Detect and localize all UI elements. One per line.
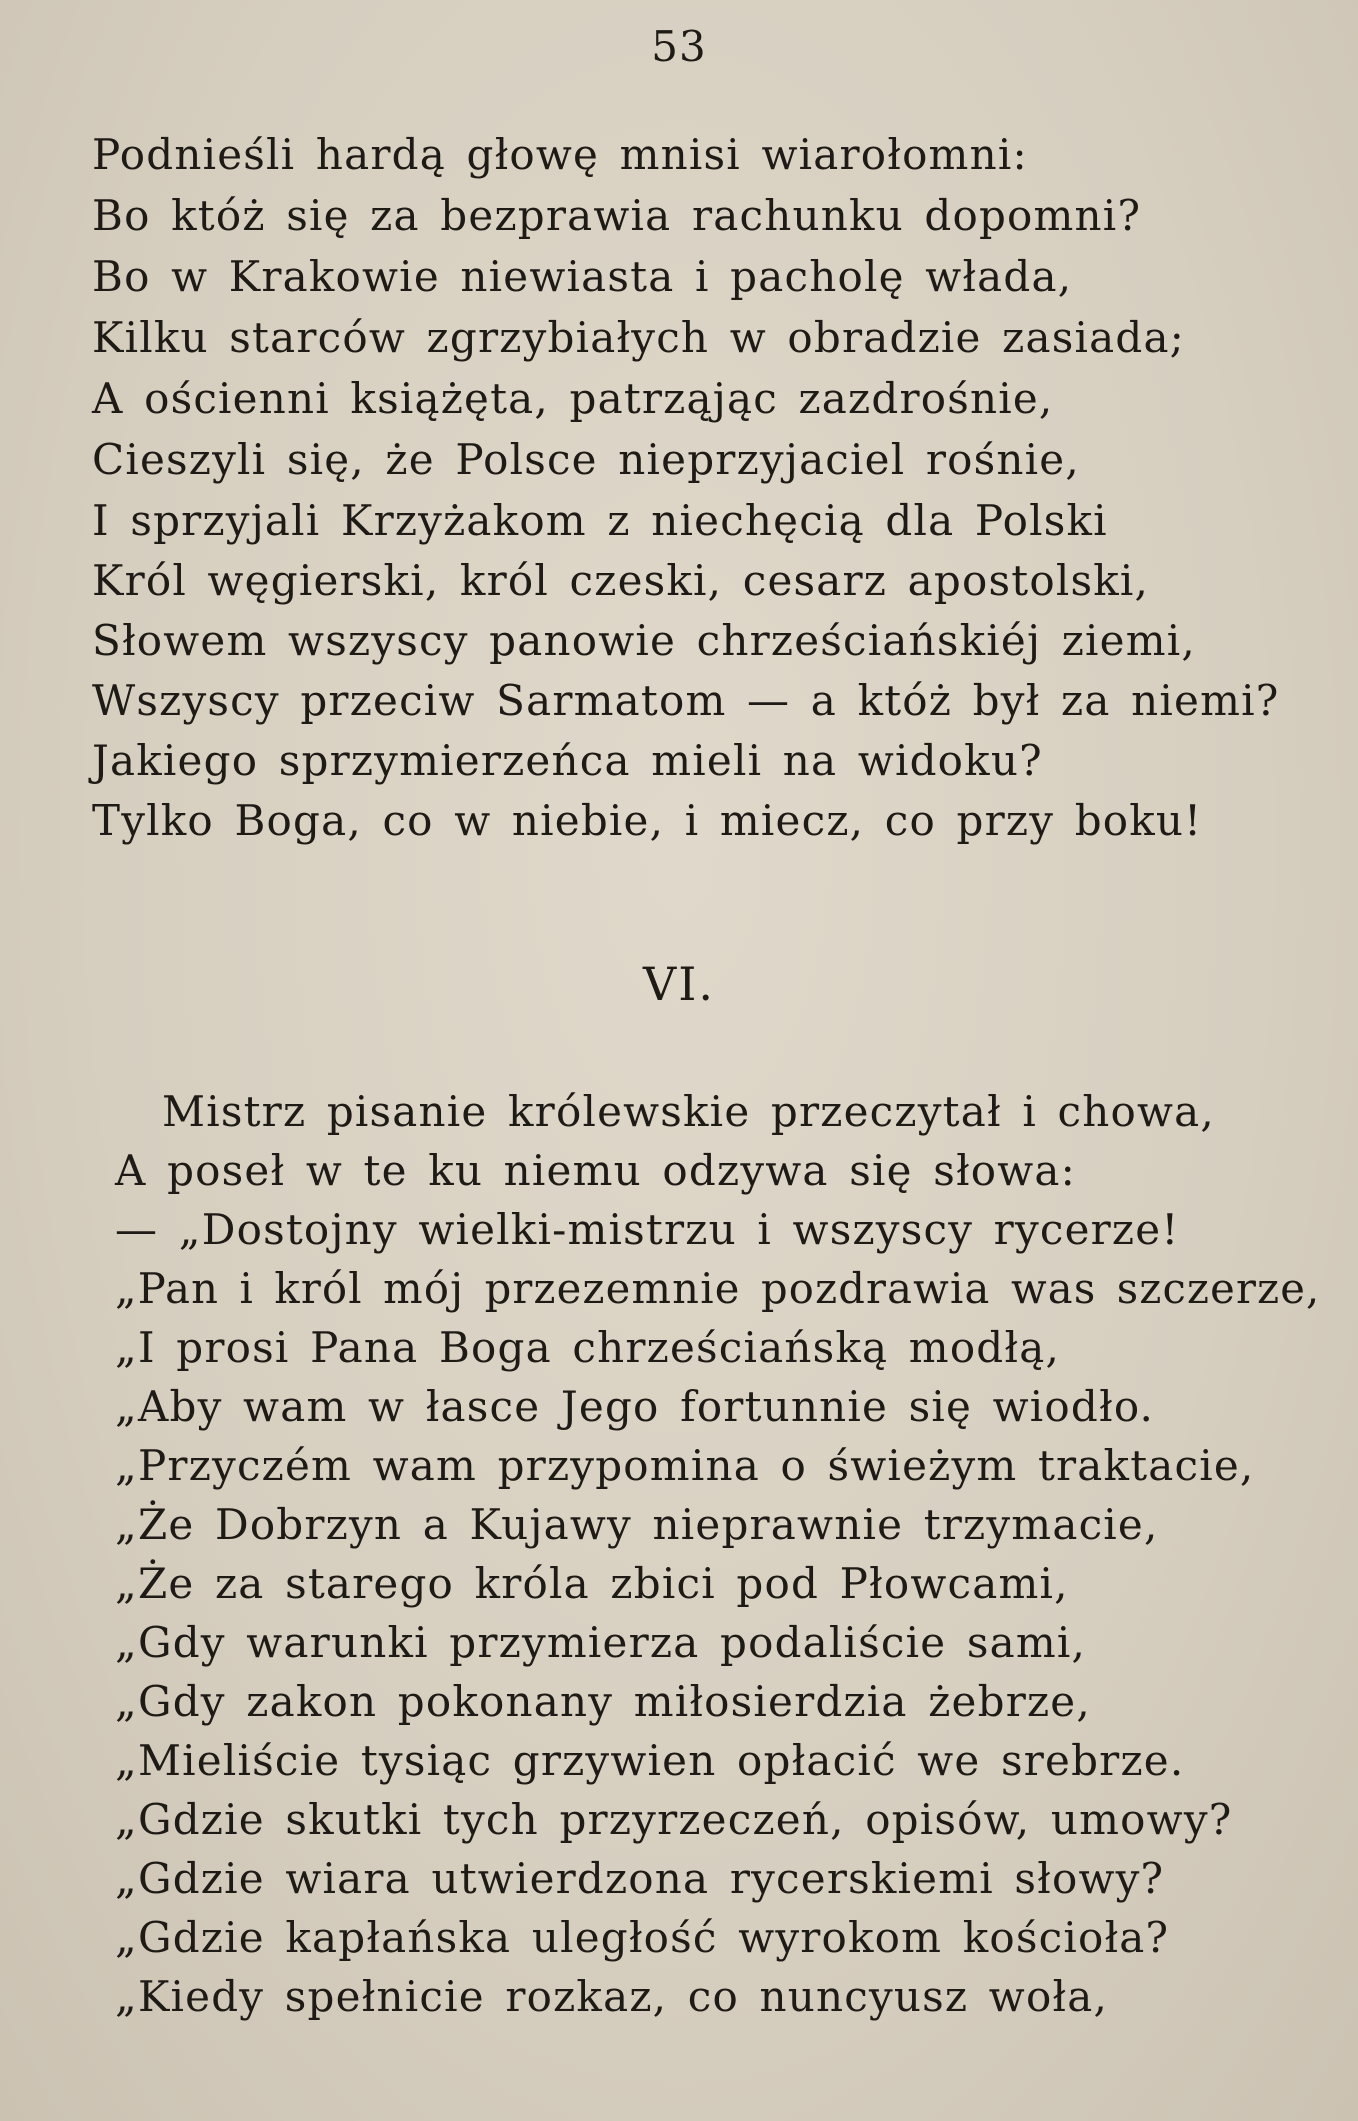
verse-line: „Aby wam w łasce Jego fortunnie się wiodło.: [115, 1382, 1155, 1431]
verse-line: Tylko Boga, co w niebie, i miecz, co przy boku!: [92, 796, 1203, 845]
verse-line: Mistrz pisanie królewskie przeczytał i chowa,: [162, 1087, 1215, 1136]
verse-line: „Przyczém wam przypomina o świeżym traktacie,: [115, 1441, 1255, 1490]
verse-line: Cieszyli się, że Polsce nieprzyjaciel rośnie,: [92, 435, 1080, 484]
verse-line: A poseł w te ku niemu odzywa się słowa:: [115, 1146, 1076, 1195]
verse-line: „I prosi Pana Boga chrześciańską modłą,: [115, 1323, 1060, 1372]
verse-line: „Że za starego króla zbici pod Płowcami,: [115, 1559, 1069, 1608]
verse-line: A ościenni książęta, patrząjąc zazdrośnie,: [92, 374, 1054, 423]
verse-line: „Że Dobrzyn a Kujawy nieprawnie trzymacie,: [115, 1500, 1159, 1549]
verse-line: Król węgierski, król czeski, cesarz apostolski,: [92, 556, 1150, 605]
verse-line: „Gdzie skutki tych przyrzeczeń, opisów, umowy?: [115, 1795, 1233, 1844]
verse-line: Wszyscy przeciw Sarmatom — a któż był za niemi?: [92, 676, 1280, 725]
verse-line: Bo w Krakowie niewiasta i pacholę włada,: [92, 252, 1073, 301]
verse-line: Kilku starców zgrzybiałych w obradzie zasiada;: [92, 313, 1186, 362]
page-number: 53: [651, 22, 707, 71]
section-heading: VI.: [642, 957, 715, 1011]
verse-line: Jakiego sprzymierzeńca mieli na widoku?: [92, 736, 1043, 785]
verse-line: Słowem wszyscy panowie chrześciańskiéj ziemi,: [92, 616, 1196, 665]
verse-line: „Gdy warunki przymierza podaliście sami,: [115, 1618, 1087, 1667]
verse-line: „Gdzie kapłańska uległość wyrokom kościoła?: [115, 1913, 1170, 1962]
verse-line: „Gdy zakon pokonany miłosierdzia żebrze,: [115, 1677, 1091, 1726]
verse-line: „Pan i król mój przezemnie pozdrawia was szczerze,: [115, 1264, 1321, 1313]
verse-line: — „Dostojny wielki-mistrzu i wszyscy rycerze!: [115, 1205, 1180, 1254]
verse-line: „Kiedy spełnicie rozkaz, co nuncyusz woła,: [115, 1972, 1109, 2021]
verse-line: Bo któż się za bezprawia rachunku dopomni?: [92, 191, 1142, 240]
verse-line: „Gdzie wiara utwierdzona rycerskiemi słowy?: [115, 1854, 1165, 1903]
verse-line: Podnieśli hardą głowę mnisi wiarołomni:: [92, 130, 1028, 179]
verse-line: „Mieliście tysiąc grzywien opłacić we srebrze.: [115, 1736, 1185, 1785]
verse-line: I sprzyjali Krzyżakom z niechęcią dla Polski: [92, 496, 1108, 545]
